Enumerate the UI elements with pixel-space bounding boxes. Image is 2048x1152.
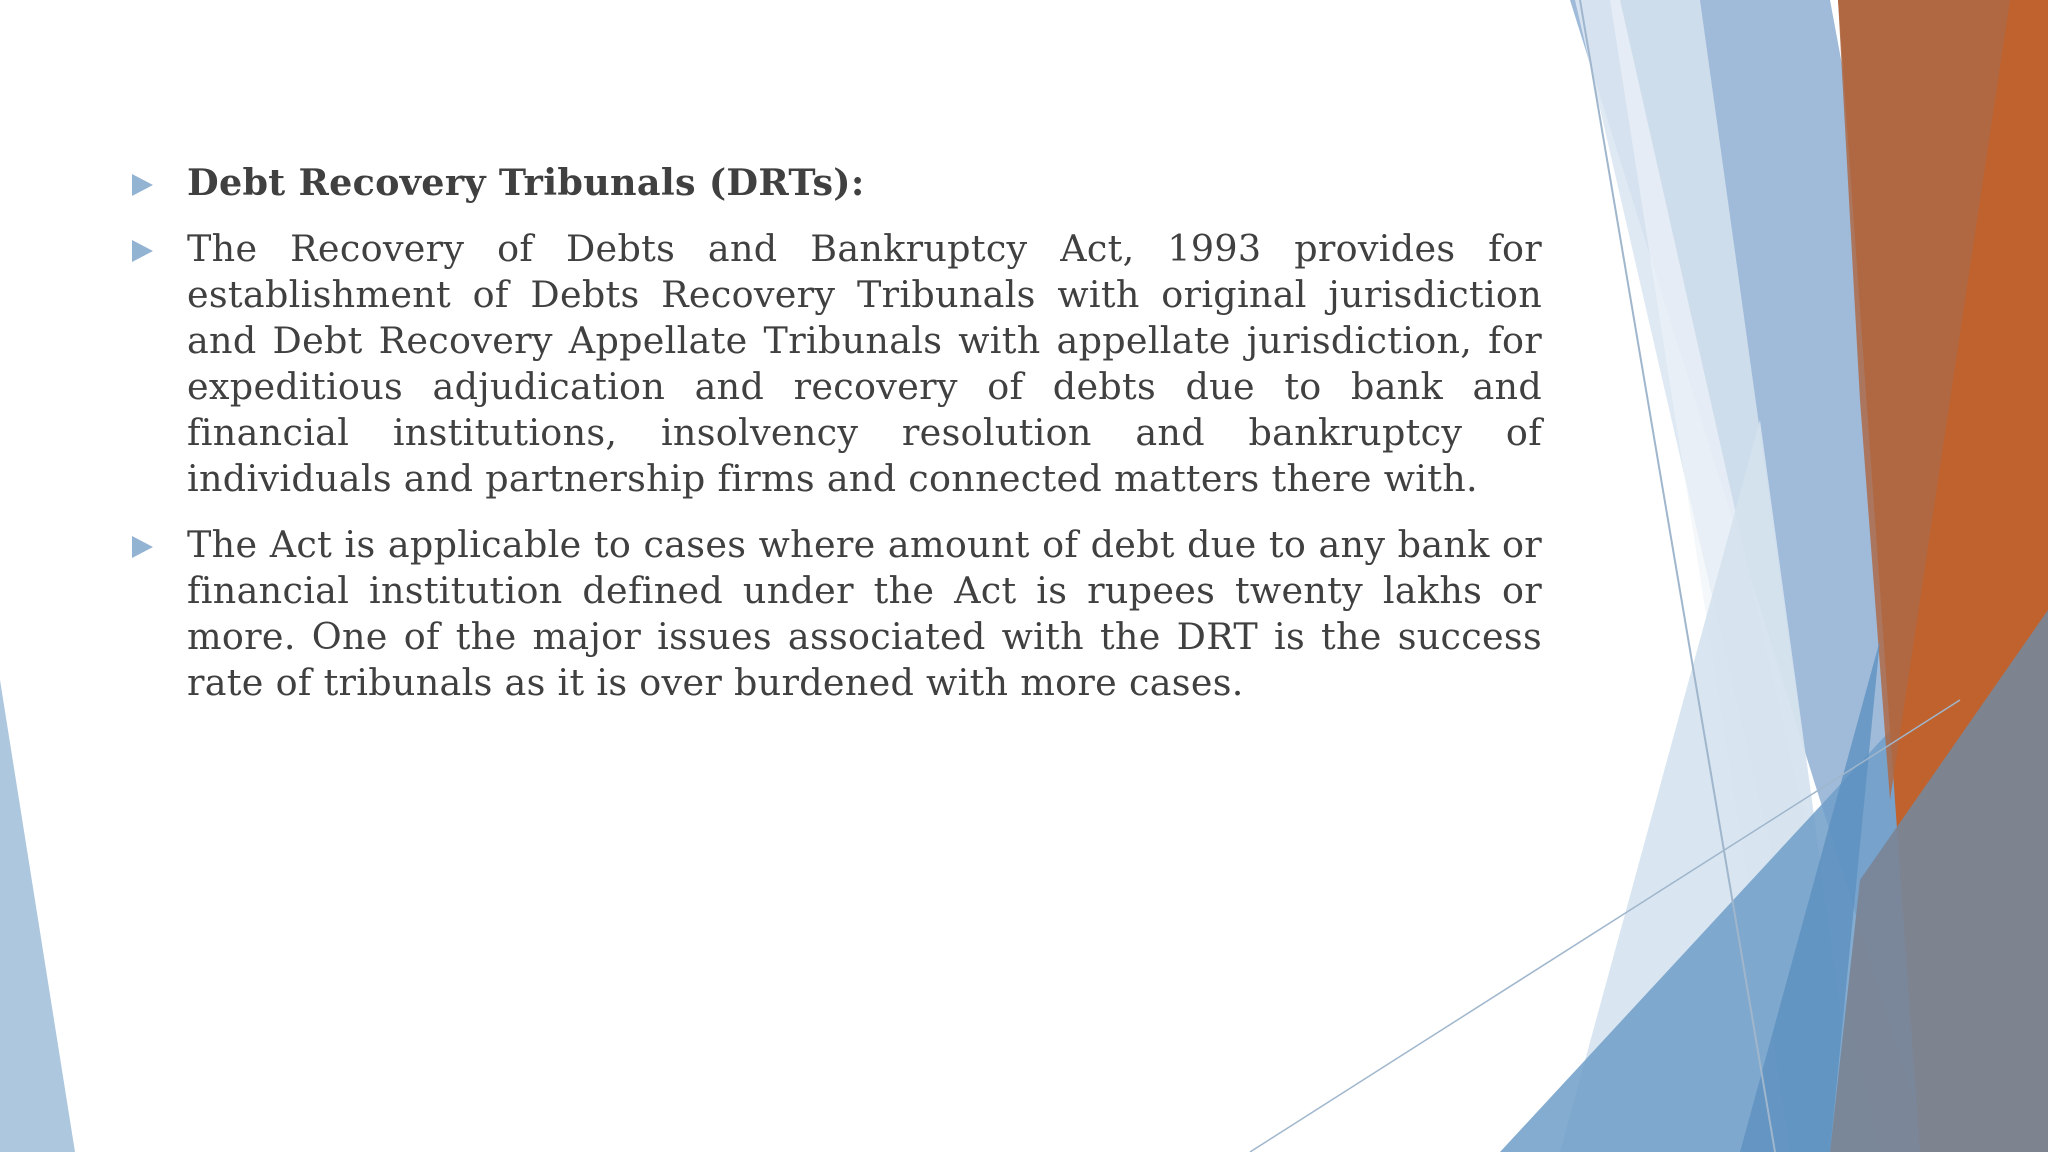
bullet-paragraph xyxy=(130,522,1542,706)
bullet-heading xyxy=(130,160,1542,206)
bullet-arrow-icon xyxy=(132,240,153,262)
bullet-arrow-icon xyxy=(132,536,153,558)
bullet-text: Debt Recovery Tribunals (DRTs): xyxy=(187,161,865,204)
bullet-text: The Act is applicable to cases where amount of debt due to any bank or financial institution defined under the Act is rupees twenty lakhs or more. One of the major issues associated with the DRT is the success rate of tribunals as it is over burdened with more cases. xyxy=(187,523,1542,704)
bullet-arrow-icon xyxy=(132,174,153,196)
left-blue-sliver xyxy=(0,680,75,1152)
bullet-list xyxy=(130,160,1542,726)
bullet-paragraph xyxy=(130,226,1542,502)
bullet-text: The Recovery of Debts and Bankruptcy Act, 1993 provides for establishment of Debts Recovery Tribunals with original jurisdiction and Debt Recovery Appellate Tribunals with appellate jurisdiction, for expeditious adjudication and recovery of debts due to bank and financial institutions, insolvency resolution and bankruptcy of individuals and partnership firms and connected matters there with. xyxy=(187,227,1542,500)
